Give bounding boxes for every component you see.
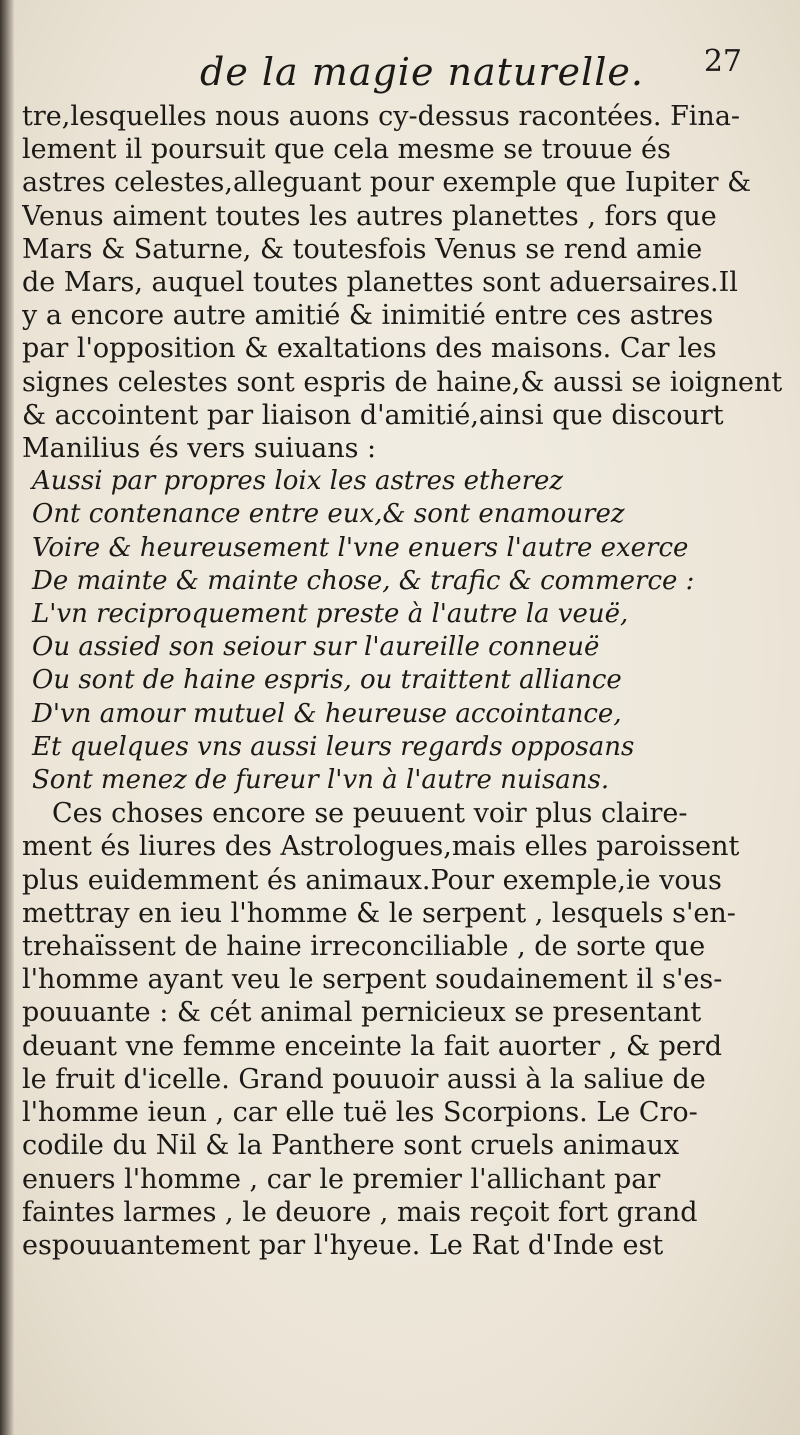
text-line: mettray en ieu l'homme & le serpent , lesquels s'en- bbox=[22, 897, 736, 929]
text-line: lement il poursuit que cela mesme se trouue és bbox=[22, 134, 671, 166]
verse-line: Sont menez de fureur l'vn à l'autre nuisans. bbox=[32, 765, 610, 796]
text-line: ment és liures des Astrologues,mais elles paroissent bbox=[22, 831, 740, 863]
text-line: plus euidemment és animaux.Pour exemple,ie vous bbox=[22, 864, 722, 896]
text-line: l'homme ieun , car elle tuë les Scorpions. Le Cro- bbox=[22, 1097, 698, 1129]
verse-line: De mainte & mainte chose, & trafic & commerce : bbox=[32, 565, 695, 596]
text-line: signes celestes sont espris de haine,& aussi se ioignent bbox=[22, 366, 783, 398]
text-line: de Mars, auquel toutes planettes sont aduersaires.Il bbox=[22, 267, 738, 299]
text-line: deuant vne femme enceinte la fait auorter , & perd bbox=[22, 1030, 723, 1062]
text-line: Manilius és vers suiuans : bbox=[22, 433, 377, 465]
text-line: trehaïssent de haine irreconciliable , de sorte que bbox=[22, 931, 706, 963]
text-line: codile du Nil & la Panthere sont cruels animaux bbox=[22, 1130, 680, 1162]
text-line: Mars & Saturne, & toutesfois Venus se rend amie bbox=[22, 233, 703, 265]
running-title: de la magie naturelle. bbox=[200, 50, 644, 94]
page-header bbox=[60, 44, 760, 104]
verse-line: Voire & heureusement l'vne enuers l'autre exerce bbox=[32, 532, 689, 563]
verse-line: Aussi par propres loix les astres etherez bbox=[32, 466, 564, 497]
verse-line: D'vn amour mutuel & heureuse accointance, bbox=[32, 698, 622, 729]
verse-line: L'vn reciproquement preste à l'autre la veuë, bbox=[32, 599, 629, 630]
text-line: par l'opposition & exaltations des maisons. Car les bbox=[22, 333, 717, 365]
text-line: pouuante : & cét animal pernicieux se presentant bbox=[22, 997, 702, 1029]
text-line: astres celestes,alleguant pour exemple que Iupiter & bbox=[22, 167, 752, 199]
text-line: espouuantement par l'hyeue. Le Rat d'Inde est bbox=[22, 1229, 664, 1261]
text-line: le fruit d'icelle. Grand pouuoir aussi à la saliue de bbox=[22, 1063, 706, 1095]
verse-line: Ont contenance entre eux,& sont enamourez bbox=[32, 499, 625, 530]
text-line: enuers l'homme , car le premier l'allichant par bbox=[22, 1163, 661, 1195]
verse-line: Ou assied son seiour sur l'aureille conneuë bbox=[32, 632, 600, 663]
verse-line: Et quelques vns aussi leurs regards opposans bbox=[32, 731, 635, 762]
verse-line: Ou sont de haine espris, ou traittent alliance bbox=[32, 665, 622, 696]
body-text bbox=[22, 100, 792, 1262]
text-line: Ces choses encore se peuuent voir plus claire- bbox=[52, 798, 688, 830]
text-line: faintes larmes , le deuore , mais reçoit fort grand bbox=[22, 1196, 698, 1228]
text-line: tre,lesquelles nous auons cy-dessus racontées. Fina- bbox=[22, 101, 741, 132]
text-line: & accointent par liaison d'amitié,ainsi que discourt bbox=[22, 399, 724, 431]
text-line: y a encore autre amitié & inimitié entre ces astres bbox=[22, 300, 714, 332]
text-line: Venus aiment toutes les autres planettes , fors que bbox=[22, 200, 717, 232]
text-line: l'homme ayant veu le serpent soudainement il s'es- bbox=[22, 964, 723, 996]
page-number: 27 bbox=[703, 44, 742, 79]
book-gutter bbox=[0, 0, 14, 1435]
